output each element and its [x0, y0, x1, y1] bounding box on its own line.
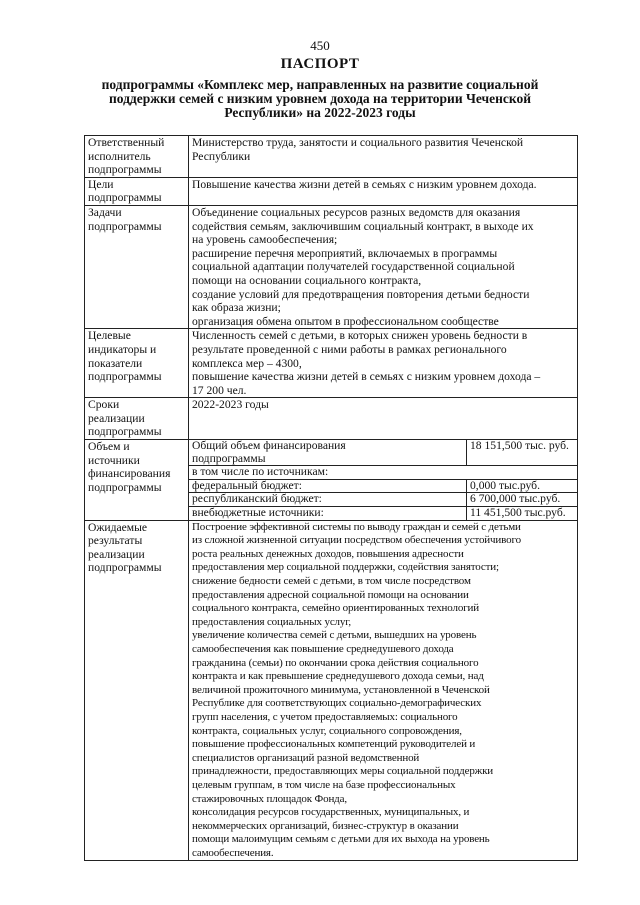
value-line: предоставления мер социальной поддержки, содействия занятости; — [192, 561, 499, 574]
value-line: консолидация ресурсов государственных, муниципальных, и — [192, 806, 470, 819]
label-line: исполнитель — [88, 149, 151, 163]
label-indicators — [85, 329, 189, 398]
value-line: самообеспечения как повышение среднедушевого дохода — [192, 642, 454, 655]
row-terms — [85, 398, 578, 440]
value-line: самообеспечения. — [192, 846, 274, 859]
value-responsible — [189, 136, 578, 178]
value-line: создание условий для предотвращения повторения детьми бедности — [192, 287, 530, 301]
value-line: гражданина (семьи) по окончании срока действия социального — [192, 656, 479, 669]
label-line: Объем и — [88, 440, 130, 454]
value-line: увеличение количества семей с детьми, вышедших на уровень — [192, 629, 477, 642]
value-line: расширение перечня мероприятий, включаемых в программы — [192, 246, 498, 260]
label-line: подпрограммы — [88, 425, 162, 439]
value-line: Построение эффективной системы по выводу граждан и семей с детьми — [192, 520, 521, 533]
value-tasks — [189, 205, 578, 328]
value-line: Министерство труда, занятости и социального развития Чеченской — [192, 136, 524, 149]
funding-source-row — [189, 507, 577, 520]
value-line: как образа жизни; — [192, 301, 281, 315]
funding-table — [189, 440, 577, 520]
label-tasks — [85, 205, 189, 328]
row-goals — [85, 177, 578, 205]
value-line: снижение бедности семей с детьми, в том числе посредством — [192, 575, 471, 587]
funding-source-amount: 11 451,500 тыс.руб. — [470, 506, 566, 520]
value-line: 17 200 чел. — [192, 383, 247, 397]
funding-sources-header: в том числе по источникам: — [189, 466, 577, 480]
funding-source-amount: 6 700,000 тыс.руб. — [467, 493, 578, 507]
label-responsible — [85, 136, 189, 178]
funding-source-amount: 0,000 тыс.руб. — [467, 479, 578, 493]
subtitle-line: Республики» на 2022-2023 годы — [224, 105, 416, 120]
value-line: принадлежности, предоставляющих меры социальной поддержки — [192, 765, 494, 778]
value-line: 2022-2023 годы — [192, 398, 269, 412]
document-subtitle — [60, 78, 580, 120]
label-line: показатели — [88, 356, 143, 370]
value-line: некоммерческих организаций, бизнес-структур в оказании — [192, 819, 459, 832]
value-line: результате проведенной с ними работы в рамках регионального — [192, 342, 507, 356]
funding-total-row — [189, 440, 577, 466]
document-title: ПАСПОРТ — [280, 56, 360, 72]
value-line: стажировочных площадок Фонда, — [192, 792, 347, 805]
label-terms — [85, 398, 189, 440]
value-line: Объединение социальных ресурсов разных ведомств для оказания — [192, 205, 521, 219]
label-line: подпрограммы — [88, 480, 162, 494]
funding-sources-header-row — [189, 466, 577, 480]
label-line: подпрограммы — [88, 561, 162, 575]
value-goals — [189, 177, 578, 205]
value-line: повышение профессиональных компетенций руководителей и — [192, 738, 476, 751]
value-line: специалистов организаций разной ведомственной — [192, 751, 420, 764]
value-line: групп населения, с учетом предоставляемых: социального — [192, 710, 458, 723]
label-line: источники — [88, 453, 140, 467]
label-line: индикаторы и — [88, 342, 157, 356]
row-results — [85, 520, 578, 861]
funding-source-row — [189, 479, 577, 493]
value-line: величиной прожиточного минимума, установленной в Чеченской — [192, 683, 490, 696]
label-line: реализации — [88, 547, 145, 561]
label-line: результаты — [88, 534, 143, 548]
value-line: предоставления социальных услуг, — [192, 615, 351, 628]
passport-table — [84, 135, 578, 861]
value-funding — [189, 440, 578, 521]
label-line: Ответственный — [88, 136, 165, 149]
funding-source-name: республиканский бюджет: — [189, 493, 467, 507]
value-line: целевым группам, в том числе на базе профессиональных — [192, 778, 456, 791]
value-line: Повышение качества жизни детей в семьях с низким уровнем дохода. — [192, 177, 537, 191]
value-line: подпрограммы — [192, 451, 266, 465]
page-number: 450 — [310, 38, 330, 53]
value-line: на уровень самообеспечения; — [192, 233, 338, 247]
label-line: Целевые — [88, 329, 131, 343]
value-line: помощи на основании социального контракта, — [192, 273, 422, 287]
value-results — [189, 520, 578, 861]
value-line: Республике для соответствующих социально-демографических — [192, 697, 482, 710]
subtitle-line: подпрограммы «Комплекс мер, направленных на развитие социальной — [101, 77, 539, 92]
row-tasks — [85, 205, 578, 328]
value-line: Общий объем финансирования — [192, 439, 346, 453]
value-line: контракта и как превышение среднедушевого дохода семьи, над — [192, 670, 484, 683]
value-line: Республики — [192, 149, 251, 163]
value-line: Численность семей с детьми, в которых снижен уровень бедности в — [192, 329, 528, 343]
label-line: подпрограммы — [88, 163, 162, 177]
value-line: предоставления адресной социальной помощи на основании — [192, 588, 469, 601]
value-line: социального контракта, семейно ориентированных технологий — [192, 602, 480, 615]
funding-total-amount: 18 151,500 тыс. руб. — [467, 440, 578, 466]
value-line: контракта, социальных услуг, социального сопровождения, — [192, 724, 462, 737]
label-results — [85, 520, 189, 861]
funding-total-label — [189, 440, 467, 466]
label-funding — [85, 440, 189, 521]
label-line: подпрограммы — [88, 191, 162, 205]
label-line: подпрограммы — [88, 219, 162, 233]
value-line: повышение качества жизни детей в семьях с низким уровнем дохода – — [192, 370, 541, 384]
row-funding — [85, 440, 578, 521]
funding-source-name: федеральный бюджет: — [189, 479, 467, 493]
funding-source-name: внебюджетные источники: — [189, 507, 467, 520]
value-indicators — [189, 329, 578, 398]
value-line: организация обмена опытом в профессиональном сообществе — [192, 314, 499, 328]
funding-source-row — [189, 493, 577, 507]
value-line: помощи малоимущим семьям с детьми для их выхода на уровень — [192, 833, 490, 846]
value-line: роста реальных денежных доходов, повышения адресности — [192, 547, 464, 560]
subtitle-line: поддержки семей с низким уровнем дохода на территории Чеченской — [108, 91, 532, 106]
row-responsible — [85, 136, 578, 178]
label-line: реализации — [88, 411, 145, 425]
label-line: Цели — [88, 177, 114, 191]
row-indicators — [85, 329, 578, 398]
label-line: подпрограммы — [88, 370, 162, 384]
label-line: финансирования — [88, 467, 171, 481]
label-line: Сроки — [88, 398, 120, 412]
value-line: комплекса мер – 4300, — [192, 356, 302, 370]
value-terms — [189, 398, 578, 440]
label-line: Ожидаемые — [88, 520, 148, 534]
value-line: социальной адаптации получателей государственной социальной — [192, 260, 515, 274]
label-goals — [85, 177, 189, 205]
value-line: содействия семьям, заключившим социальный контракт, в выходе их — [192, 219, 534, 233]
value-line: из сложной жизненной ситуации посредством обеспечения устойчивого — [192, 534, 521, 547]
label-line: Задачи — [88, 205, 122, 219]
